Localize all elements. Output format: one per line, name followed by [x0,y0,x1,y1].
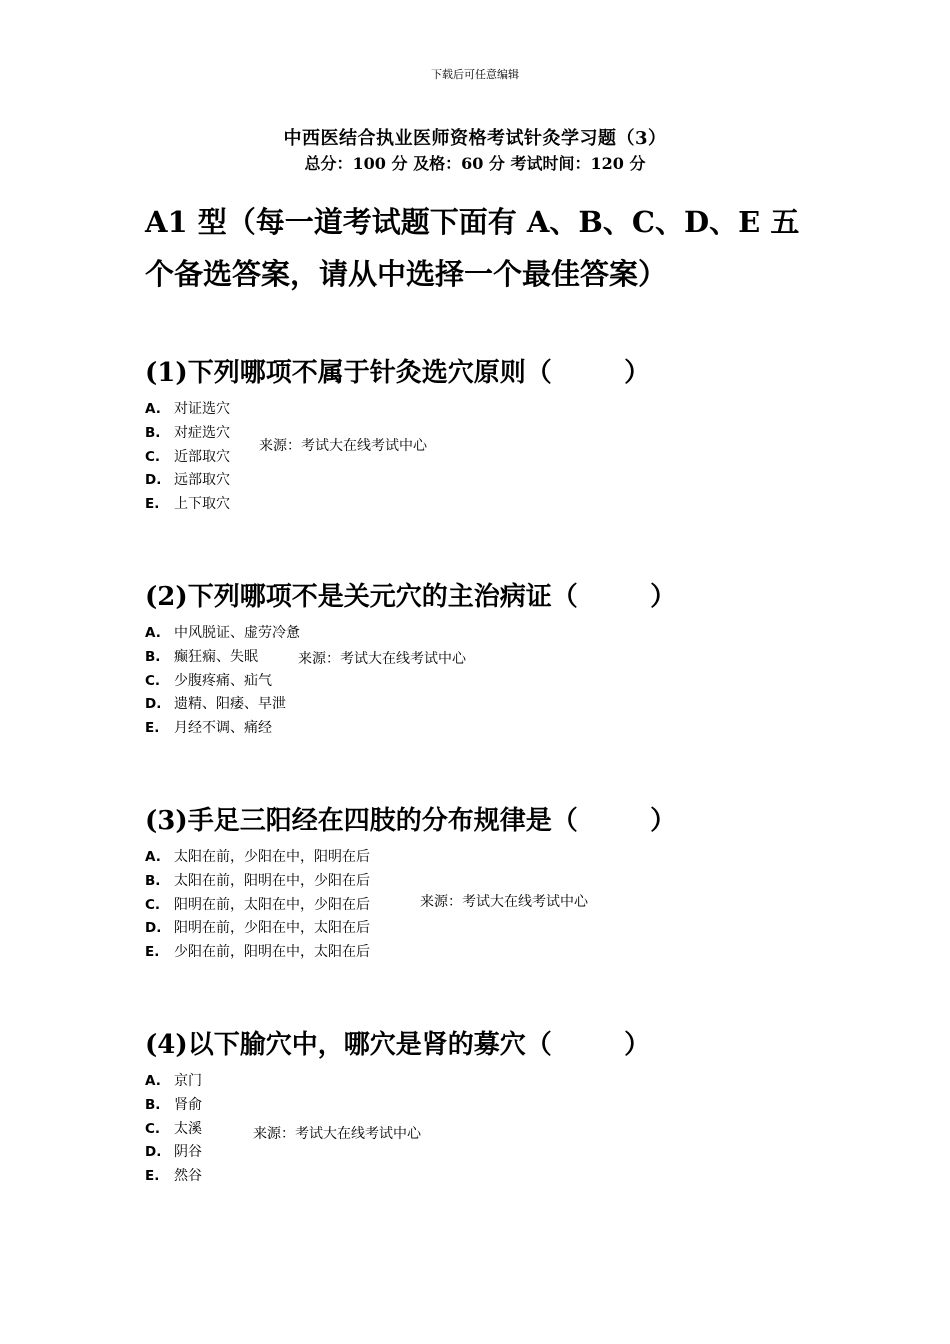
option-d[interactable] [145,693,805,717]
option-text: 少腹疼痛、疝气 [174,672,272,689]
source-note: 来源：考试大在线考试中心 [298,651,466,667]
section-heading: A1 型（每一道考试题下面有 A、B、C、D、E 五个备选答案，请从中选择一个最佳答案） [145,205,800,291]
option-text: 肾俞 [174,1096,202,1113]
option-letter: B. [145,1096,161,1113]
question-title: (4)以下腧穴中，哪穴是肾的募穴（ ） [145,1030,651,1060]
question-2 [145,580,805,741]
option-e[interactable] [145,941,805,965]
option-text: 癫狂痫、失眠 [174,648,258,665]
option-c[interactable] [145,446,805,470]
option-letter: A. [145,849,161,865]
option-text: 近部取穴 [174,448,230,465]
option-text: 京门 [174,1073,202,1089]
option-text: 上下取穴 [174,496,230,513]
option-letter: A. [145,625,161,641]
option-text: 阳明在前，太阳在中，少阳在后 [174,896,370,913]
option-e[interactable] [145,1165,805,1189]
option-letter: C. [145,1120,161,1137]
option-letter: C. [145,672,161,689]
option-text: 远部取穴 [174,472,230,489]
option-letter: C. [145,896,161,913]
option-c[interactable] [145,670,805,694]
option-letter: D. [145,1144,162,1161]
option-text: 少阳在前，阳明在中，太阳在后 [174,944,370,961]
source-note: 来源：考试大在线考试中心 [259,438,427,454]
option-letter: E. [145,496,160,513]
option-text: 对证选穴 [174,401,230,417]
question-4 [145,1028,805,1189]
option-letter: D. [145,472,162,489]
document-title: 中西医结合执业医师资格考试针灸学习题（3） [283,128,667,149]
option-letter: C. [145,448,161,465]
option-b[interactable] [145,422,805,446]
question-title: (2)下列哪项不是关元穴的主治病证（ ） [145,582,677,612]
option-letter: E. [145,944,160,961]
option-letter: D. [145,920,162,937]
option-a[interactable] [145,1070,805,1094]
option-b[interactable] [145,1094,805,1118]
source-note: 来源：考试大在线考试中心 [420,894,588,910]
question-3 [145,804,805,965]
option-e[interactable] [145,717,805,741]
option-a[interactable] [145,846,805,870]
option-a[interactable] [145,398,805,422]
options-list [145,622,805,741]
option-letter: B. [145,872,161,889]
question-title: (3)手足三阳经在四肢的分布规律是（ ） [145,806,677,836]
option-c[interactable] [145,1118,805,1142]
options-list [145,398,805,517]
option-text: 太阳在前，少阳在中，阳明在后 [174,849,370,865]
option-text: 太阳在前，阳明在中，少阳在后 [174,872,370,889]
option-text: 阴谷 [174,1144,202,1161]
option-text: 阳明在前，少阳在中，太阳在后 [174,920,370,937]
option-letter: B. [145,648,161,665]
option-b[interactable] [145,646,805,670]
option-a[interactable] [145,622,805,646]
option-letter: D. [145,696,162,713]
top-note: 下载后可任意编辑 [431,68,519,81]
option-letter: E. [145,720,160,737]
document-subtitle: 总分：100 分 及格：60 分 考试时间：120 分 [304,154,646,173]
question-title: (1)下列哪项不属于针灸选穴原则（ ） [145,358,651,388]
option-e[interactable] [145,493,805,517]
option-text: 中风脱证、虚劳冷惫 [174,625,300,641]
option-d[interactable] [145,469,805,493]
option-d[interactable] [145,1141,805,1165]
option-letter: A. [145,1073,161,1089]
option-letter: B. [145,424,161,441]
option-text: 对症选穴 [174,424,230,441]
option-d[interactable] [145,917,805,941]
question-1 [145,356,805,517]
option-letter: A. [145,401,161,417]
option-text: 月经不调、痛经 [174,720,272,737]
option-text: 然谷 [174,1168,202,1185]
options-list [145,1070,805,1189]
option-letter: E. [145,1168,160,1185]
source-note: 来源：考试大在线考试中心 [253,1126,421,1142]
option-text: 太溪 [174,1120,202,1137]
option-text: 遗精、阳痿、早泄 [174,696,286,713]
